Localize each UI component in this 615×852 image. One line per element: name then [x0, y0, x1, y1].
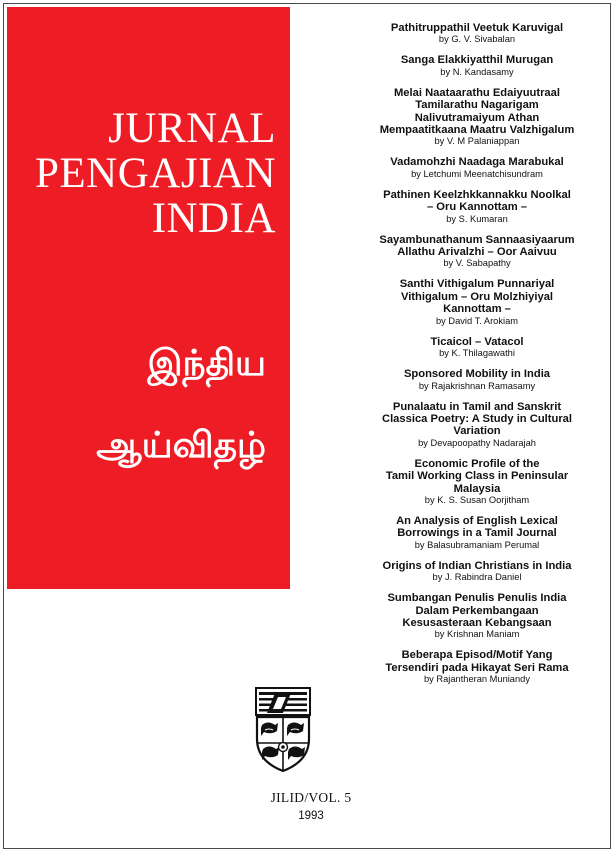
tamil-title-line: இந்திய [147, 343, 266, 384]
toc-article-title: Beberapa Episod/Motif Yang Tersendiri pada Hikayat Seri Rama [385, 649, 569, 674]
journal-title-line: JURNAL [108, 105, 276, 152]
toc-entry [364, 401, 590, 449]
toc-article-author: by G. V. Sivabalan [438, 34, 516, 45]
toc-entry [364, 649, 590, 685]
toc-entry [364, 278, 590, 326]
toc-article-author: by Krishnan Maniam [434, 629, 520, 640]
toc-article-author: by Balasubramaniam Perumal [414, 539, 540, 550]
toc-entry [364, 560, 590, 583]
toc-article-author: by V. M Palaniappan [434, 136, 520, 147]
toc-article-author: by David T. Arokiam [436, 315, 518, 326]
table-of-contents [364, 22, 590, 694]
journal-cover [3, 3, 611, 849]
journal-title [35, 106, 276, 241]
toc-article-title: Pathitruppathil Veetuk Karuvigal [390, 22, 564, 34]
toc-article-title: Punalaatu in Tamil and Sanskrit Classica Poetry: A Study in Cultural Variation [381, 400, 573, 438]
toc-article-author: by Letchumi Meenatchisundram [411, 168, 543, 179]
toc-entry [364, 87, 590, 148]
red-title-panel [7, 7, 290, 589]
toc-article-author: by Devapoopathy Nadarajah [418, 437, 536, 448]
toc-entry [364, 592, 590, 640]
toc-article-title: Santhi Vithigalum Punnariyal Vithigalum – Oru Molzhiyiyal Kannottam – [399, 278, 555, 316]
toc-article-author: by K. S. Susan Oorjitham [424, 494, 530, 505]
toc-entry [364, 336, 590, 359]
toc-article-title: Economic Profile of the Tamil Working Class in Peninsular Malaysia [385, 457, 569, 495]
toc-entry [364, 156, 590, 179]
toc-article-title: Sumbangan Penulis Penulis India Dalam Perkembangaan Kesusasteraan Kebangsaan [387, 592, 567, 629]
toc-entry [364, 458, 590, 506]
toc-article-author: by J. Rabindra Daniel [432, 572, 522, 583]
toc-article-title: Origins of Indian Christians in India [382, 559, 572, 572]
toc-article-title: Melai Naataarathu Edaiyuutraal Tamilarathu Nagarigam Nalivutramaiyum Athan Mempaatitkaana Maatru Valzhigalum [379, 86, 575, 137]
tamil-title-line: ஆய்விதழ் [96, 425, 266, 466]
toc-article-author: by V. Sabapathy [443, 258, 511, 269]
toc-entry [364, 515, 590, 551]
toc-entry [364, 189, 590, 225]
toc-article-author: by Rajantheran Muniandy [424, 674, 530, 685]
toc-article-author: by N. Kandasamy [440, 66, 514, 77]
toc-entry [364, 234, 590, 270]
toc-article-title: Vadamohzhi Naadaga Marabukal [390, 156, 564, 169]
journal-title-line: PENGAJIAN [35, 150, 276, 197]
toc-article-author: by S. Kumaran [446, 213, 508, 224]
toc-article-title: Sponsored Mobility in India [403, 368, 551, 381]
university-crest-logo [253, 687, 313, 773]
toc-article-title: Sanga Elakkiyatthil Murugan [400, 54, 554, 67]
journal-title-line: INDIA [151, 195, 276, 242]
toc-article-title: An Analysis of English Lexical Borrowings in a Tamil Journal [396, 514, 558, 540]
toc-entry [364, 54, 590, 77]
toc-entry [364, 22, 590, 45]
toc-article-title: Pathinen Keelzhkkannakku Noolkal – Oru Kannottam – [383, 188, 571, 214]
toc-article-author: by K. Thilagawathi [439, 348, 515, 359]
toc-article-title: Sayambunathanum Sannaasiyaarum Allathu Arivalzhi – Oor Aaivuu [379, 233, 575, 259]
toc-article-title: Ticaicol – Vatacol [430, 335, 524, 348]
volume-label: JILID/VOL. 5 [270, 790, 352, 805]
publication-year: 1993 [298, 810, 324, 822]
toc-entry [364, 368, 590, 391]
toc-article-author: by Rajakrishnan Ramasamy [418, 380, 536, 391]
